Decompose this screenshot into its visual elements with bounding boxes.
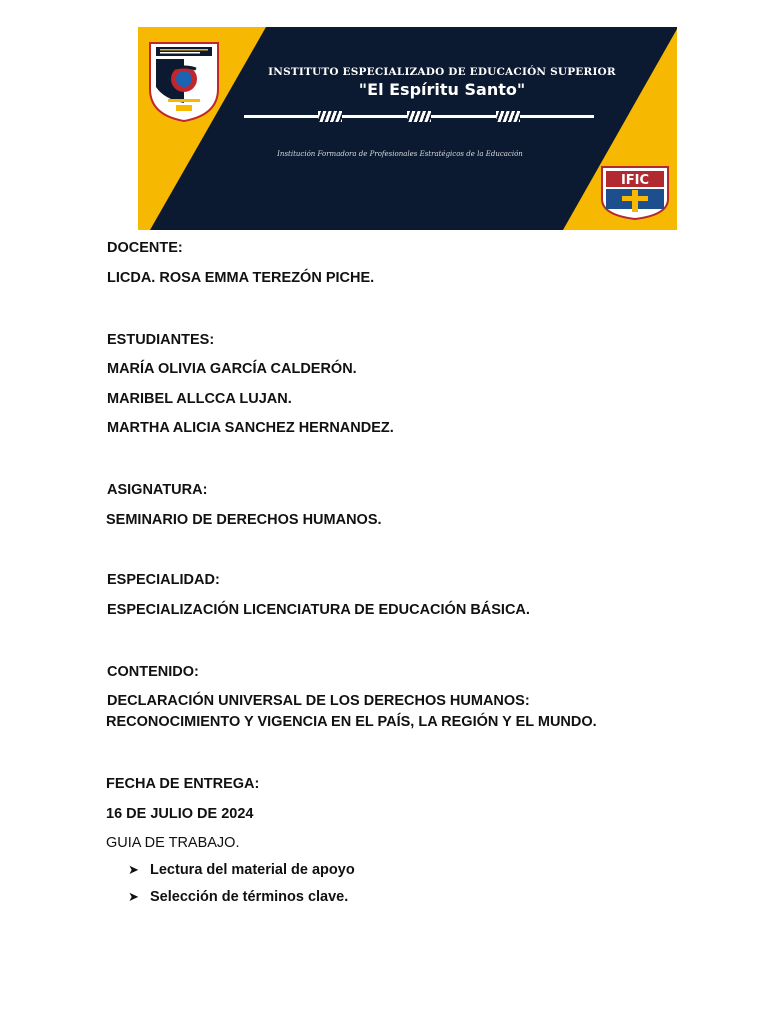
- guia-list-item: [128, 861, 355, 879]
- especialidad-value: ESPECIALIZACIÓN LICENCIATURA DE EDUCACIÓN BÁSICA.: [107, 602, 530, 618]
- especialidad-label: ESPECIALIDAD:: [107, 572, 220, 588]
- guia-item-text: Lectura del material de apoyo: [150, 862, 355, 878]
- student-name: MARIBEL ALLCCA LUJAN.: [107, 391, 292, 407]
- docente-value: LICDA. ROSA EMMA TEREZÓN PICHE.: [107, 270, 375, 286]
- banner-tagline: Institución Formadora de Profesionales Estratégicos de la Educación: [277, 150, 523, 158]
- asignatura-label: ASIGNATURA:: [107, 482, 208, 498]
- institution-banner: [138, 27, 677, 230]
- institution-crest-logo: [146, 39, 222, 123]
- divider-ornament: [318, 111, 342, 122]
- docente-label: DOCENTE:: [107, 240, 183, 256]
- ific-crest-text: IFIC: [620, 173, 650, 188]
- student-name: MARÍA OLIVIA GARCÍA CALDERÓN.: [107, 361, 357, 377]
- divider-ornament: [407, 111, 431, 122]
- asignatura-value: SEMINARIO DE DERECHOS HUMANOS.: [106, 512, 382, 528]
- contenido-label: CONTENIDO:: [107, 664, 199, 680]
- banner-title: INSTITUTO ESPECIALIZADO DE EDUCACIÓN SUPERIOR: [268, 66, 616, 78]
- institution-name: "El Espíritu Santo": [358, 80, 526, 99]
- guia-title: GUIA DE TRABAJO.: [106, 835, 240, 851]
- fecha-label: FECHA DE ENTREGA:: [106, 776, 260, 792]
- contenido-line-1: DECLARACIÓN UNIVERSAL DE LOS DERECHOS HUMANOS:: [107, 693, 530, 709]
- ific-crest-logo: [600, 165, 670, 221]
- fecha-value: 16 DE JULIO DE 2024: [106, 806, 254, 822]
- divider-ornament: [496, 111, 520, 122]
- arrowhead-bullet-icon: ➤: [128, 862, 139, 877]
- student-name: MARTHA ALICIA SANCHEZ HERNANDEZ.: [107, 420, 394, 436]
- guia-item-text: Selección de términos clave.: [150, 889, 349, 905]
- arrowhead-bullet-icon: ➤: [128, 889, 139, 904]
- contenido-line-2: RECONOCIMIENTO Y VIGENCIA EN EL PAÍS, LA REGIÓN Y EL MUNDO.: [106, 714, 597, 730]
- banner-divider: [244, 115, 594, 118]
- estudiantes-label: ESTUDIANTES:: [107, 332, 215, 348]
- guia-list-item: [128, 888, 348, 906]
